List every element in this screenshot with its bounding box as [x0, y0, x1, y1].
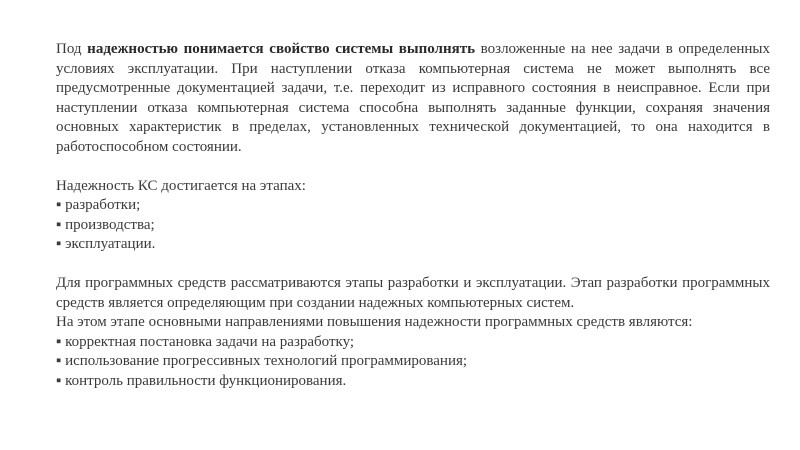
stage-item-operation: ▪ эксплуатации.	[56, 236, 156, 252]
definition-prefix: Под	[56, 41, 88, 57]
stage-item-production: ▪ производства;	[56, 216, 155, 233]
directions-list	[56, 333, 770, 392]
directions-heading: На этом этапе основными направлениями повышения надежности программных средств являются:	[56, 314, 693, 330]
stage-item-development: ▪ разработки;	[56, 197, 141, 213]
spacer	[56, 157, 770, 177]
definition-text: возложенные на нее задачи в определенных условиях эксплуатации. При наступлении отказа компьютерная система не может выполнять все предусмотренные документацией задачи, т.е. переходит из исправного состояния в неисправное. Если при наступлении отказа компьютерная система способна выполнять заданные функции, сохраняя значения основных характеристик в пределах, установленных технической документацией, то она находится в работоспособном состоянии.	[56, 41, 770, 155]
stages-heading: Надежность КС достигается на этапах:	[56, 177, 306, 194]
spacer	[56, 255, 770, 275]
definition-paragraph	[56, 40, 770, 157]
direction-item-technologies: ▪ использование прогрессивных технологий программирования;	[56, 353, 468, 369]
direction-item-control: ▪ контроль правильности функционирования.	[56, 372, 347, 389]
definition-bold-term: надежностью понимается свойство системы выполнять	[87, 41, 476, 57]
software-paragraph: Для программных средств рассматриваются этапы разработки и эксплуатации. Этап разработки программных средств является определяющим при создании надежных компьютерных систем.	[56, 275, 770, 311]
stages-list	[56, 196, 770, 255]
slide-content	[56, 40, 770, 391]
direction-item-task-statement: ▪ корректная постановка задачи на разработку;	[56, 333, 355, 350]
